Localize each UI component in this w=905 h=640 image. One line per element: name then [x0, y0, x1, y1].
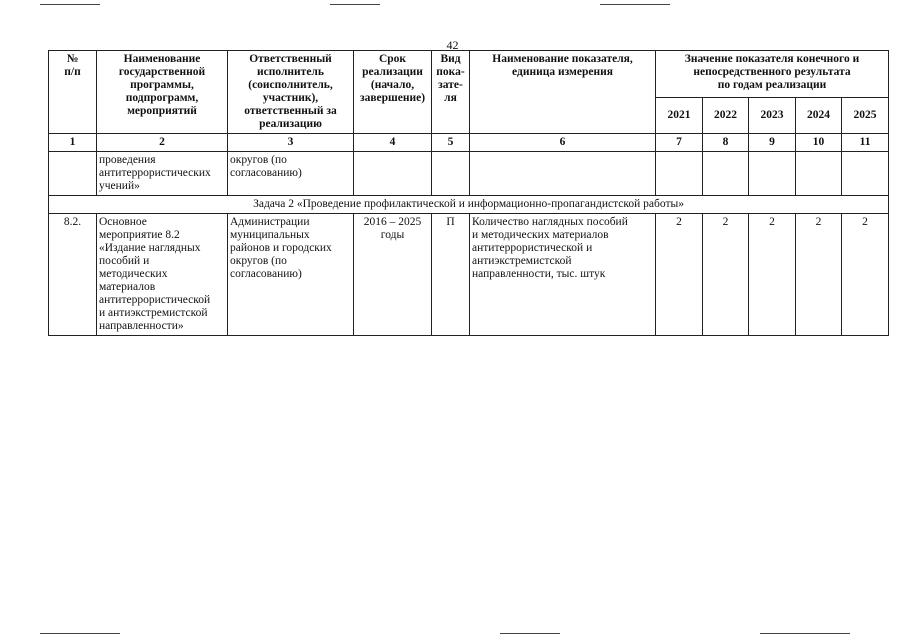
header-executor: Ответственный исполнитель (соисполнитель, участник), ответственный за реализацию — [228, 51, 354, 134]
row-value — [842, 152, 889, 196]
row-value: 2 — [749, 214, 796, 336]
row-value — [749, 152, 796, 196]
row-no: 8.2. — [49, 214, 97, 336]
column-number: 3 — [228, 134, 354, 152]
header-year: 2022 — [703, 98, 749, 134]
row-term — [354, 152, 432, 196]
scan-line-bottom — [760, 633, 850, 634]
row-value: 2 — [842, 214, 889, 336]
header-year: 2025 — [842, 98, 889, 134]
row-name: проведения антитеррористических учений» — [97, 152, 228, 196]
header-indicator-type: Вид пока- зате- ля — [432, 51, 470, 134]
header-values-group: Значение показателя конечного и непосредственного результата по годам реализации — [656, 51, 889, 98]
row-indicator-name — [470, 152, 656, 196]
column-number: 2 — [97, 134, 228, 152]
column-number: 11 — [842, 134, 889, 152]
row-value: 2 — [656, 214, 703, 336]
header-year: 2024 — [796, 98, 842, 134]
scan-line-bottom — [500, 633, 560, 634]
row-value — [796, 152, 842, 196]
column-number: 1 — [49, 134, 97, 152]
table-row — [49, 152, 889, 196]
scan-line-top — [330, 4, 380, 5]
header-row — [49, 51, 889, 98]
row-executor: Администрации муниципальных районов и городских округов (по согласованию) — [228, 214, 354, 336]
row-indicator-name: Количество наглядных пособий и методических материалов антитеррористической и антиэкстремистской направленности, тыс. штук — [470, 214, 656, 336]
column-number: 8 — [703, 134, 749, 152]
scan-line-top — [40, 4, 100, 5]
row-indicator-type: П — [432, 214, 470, 336]
header-year: 2021 — [656, 98, 703, 134]
row-no — [49, 152, 97, 196]
header-indicator-name: Наименование показателя, единица измерения — [470, 51, 656, 134]
column-numbers-row — [49, 134, 889, 152]
column-number: 9 — [749, 134, 796, 152]
row-value: 2 — [703, 214, 749, 336]
scan-line-top — [600, 4, 670, 5]
column-number: 7 — [656, 134, 703, 152]
row-value: 2 — [796, 214, 842, 336]
column-number: 4 — [354, 134, 432, 152]
program-table — [48, 50, 889, 336]
row-indicator-type — [432, 152, 470, 196]
row-term: 2016 – 2025 годы — [354, 214, 432, 336]
task-row — [49, 196, 889, 214]
header-term: Срок реализации (начало, завершение) — [354, 51, 432, 134]
page-number: 42 — [446, 38, 459, 52]
column-number: 10 — [796, 134, 842, 152]
row-value — [703, 152, 749, 196]
task-title: Задача 2 «Проведение профилактической и информационно-пропагандистской работы» — [49, 196, 889, 214]
row-name: Основное мероприятие 8.2 «Издание наглядных пособий и методических материалов антитеррористической и антиэкстремистской направленности» — [97, 214, 228, 336]
row-value — [656, 152, 703, 196]
column-number: 5 — [432, 134, 470, 152]
header-no: № п/п — [49, 51, 97, 134]
scan-line-bottom — [40, 633, 120, 634]
row-executor: округов (по согласованию) — [228, 152, 354, 196]
header-year: 2023 — [749, 98, 796, 134]
column-number: 6 — [470, 134, 656, 152]
table-row — [49, 214, 889, 336]
header-name: Наименование государственной программы, подпрограмм, мероприятий — [97, 51, 228, 134]
